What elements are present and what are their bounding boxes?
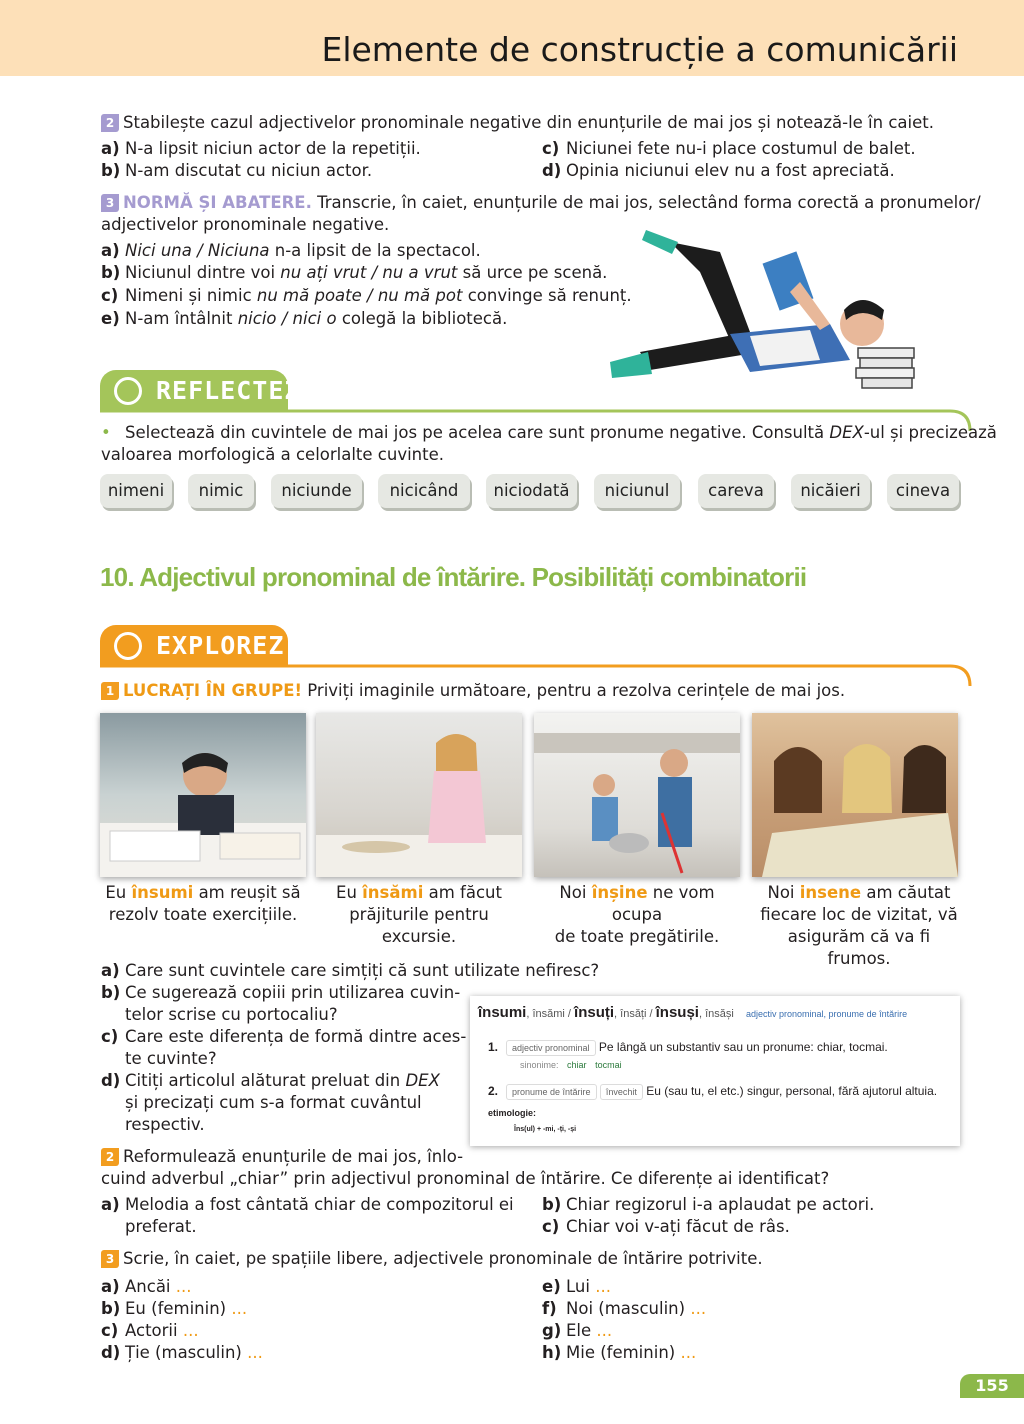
word-chip: nicicând — [378, 474, 470, 508]
exercise-2b-prompt-cont: cuind adverbul „chiar” prin adjectivul pronominal de întărire. Ce diferențe ai identificat? — [101, 1169, 830, 1188]
photo-girl-baking — [316, 713, 522, 877]
dex-definition-box — [470, 996, 960, 1146]
exercise-2b-item: a) Melodia a fost cântată chiar de compozitorul ei — [101, 1195, 514, 1214]
question-c: c) Care este diferența de formă dintre aces- — [101, 1027, 467, 1046]
page-number: 155 — [960, 1374, 1024, 1398]
dex-sense-1: 1. adjectiv pronominal Pe lângă un substantiv sau un pronume: chiar, tocmai. — [488, 1040, 888, 1055]
word-chip: nicăieri — [791, 474, 870, 508]
exercise-2-item: c) Niciunei fete nu-i place costumul de balet. — [542, 139, 916, 158]
dex-etymology-label: etimologie: — [488, 1108, 537, 1118]
exercise-3-prompt: 3 NORMĂ ȘI ABATERE. Transcrie, în caiet, enunțurile de mai jos, selectând forma corectă a pronumelor/ — [101, 192, 981, 214]
exercise-3-item: b) Niciunul dintre voi nu ați vrut / nu a vrut să urce pe scenă. — [101, 263, 608, 282]
page-header-title: Elemente de construcție a comunicării — [321, 30, 958, 69]
word-chip: nimic — [188, 474, 254, 508]
clock-icon — [114, 377, 142, 405]
reflectez-banner: REFLECTEZ — [100, 370, 288, 412]
exercise-3-item: a) Nici una / Niciuna n-a lipsit de la spectacol. — [101, 241, 481, 260]
photo-caption: Eu însămi am făcut prăjiturile pentru excursie. — [336, 883, 502, 946]
exercise-3b-item: e) Lui ... — [542, 1277, 611, 1296]
exercise-3b-item: f) Noi (masculin) ... — [542, 1299, 707, 1318]
exercise-2b-item: b) Chiar regizorul i-a aplaudat pe actori. — [542, 1195, 875, 1214]
word-chip: nimeni — [100, 474, 172, 508]
question-b-cont: telor scrise cu portocaliu? — [125, 1005, 338, 1024]
exercise-3b-item: g) Ele ... — [542, 1321, 613, 1340]
dex-sense-2: 2. pronume de întărire învechit Eu (sau tu, el etc.) singur, personal, fără ajutorul altuia. — [488, 1084, 938, 1099]
student-reading-illustration — [600, 212, 920, 392]
photo-girls-with-map — [752, 713, 958, 877]
exercise-3b-item: d) Ție (masculin) ... — [101, 1343, 263, 1362]
word-chip: niciunde — [271, 474, 362, 508]
exercise-3-prompt-cont: adjectivelor pronominale negative. — [101, 215, 390, 234]
dex-synonyms: sinonime: chiar tocmai — [520, 1060, 622, 1070]
exercise-3b-item: a) Ancăi ... — [101, 1277, 192, 1296]
word-chip: cineva — [887, 474, 959, 508]
exercise-2-badge: 2 — [101, 114, 119, 132]
exercise-2b-item-cont: preferat. — [125, 1217, 197, 1236]
exercise-3b-item: h) Mie (feminin) ... — [542, 1343, 697, 1362]
word-chip: niciodată — [486, 474, 577, 508]
exercise-3-item: e) N-am întâlnit nicio / nici o colegă la bibliotecă. — [101, 309, 508, 328]
exercise-3b-item: c) Actorii ... — [101, 1321, 199, 1340]
exercise-3b-prompt: 3 Scrie, în caiet, pe spațiile libere, adjectivele pronominale de întărire potrivite. — [101, 1248, 763, 1270]
question-a: a) Care sunt cuvintele care simțiți că sunt utilizate nefiresc? — [101, 961, 600, 980]
exercise-3b-item: b) Eu (feminin) ... — [101, 1299, 248, 1318]
exercise-2b-item: c) Chiar voi v-ați făcut de râs. — [542, 1217, 790, 1236]
exercise-2-item: d) Opinia niciunui elev nu a fost apreciată. — [542, 161, 895, 180]
explorez-banner: EXPLOREZ — [100, 625, 288, 667]
photo-father-son-cleaning — [534, 713, 740, 877]
exercise-3-item: c) Nimeni și nimic nu mă poate / nu mă pot convinge să renunț. — [101, 286, 632, 305]
question-d-cont: respectiv. — [125, 1115, 205, 1134]
exercise-3-badge: 3 — [101, 194, 119, 212]
photo-boy-studying — [100, 713, 306, 877]
question-b: b) Ce sugerează copiii prin utilizarea cuvin- — [101, 983, 461, 1002]
photo-caption: Eu însumi am reușit să rezolv toate exercițiile. — [105, 883, 301, 924]
reflectez-instruction-cont: valoarea morfologică a celorlalte cuvinte. — [101, 445, 445, 464]
compass-icon — [114, 632, 142, 660]
photo-caption: Noi insene am căutat fiecare loc de vizitat, vă asigurăm că va fi frumos. — [760, 883, 958, 968]
word-chip: niciunul — [594, 474, 680, 508]
question-d-cont: și precizați cum s-a format cuvântul — [125, 1093, 422, 1112]
photo-caption: Noi înșine ne vom ocupa de toate pregătirile. — [554, 883, 720, 946]
question-c-cont: te cuvinte? — [125, 1049, 217, 1068]
exercise-2-item: a) N-a lipsit niciun actor de la repetiții. — [101, 139, 421, 158]
dex-headword-line: însumi, însămi / însuți, însăți / însuși, însăși adjectiv pronominal, pronume de întărire — [478, 1004, 908, 1021]
explorez-exercise-1-prompt: 1 LUCRAȚI ÎN GRUPE! Priviți imaginile următoare, pentru a rezolva cerințele de mai jos. — [101, 680, 845, 702]
exercise-2b-prompt: 2 Reformulează enunțurile de mai jos, înlo- — [101, 1146, 463, 1168]
lesson-title: 10. Adjectivul pronominal de întărire. Posibilități combinatorii — [100, 562, 807, 592]
question-d: d) Citiți articolul alăturat preluat din DEX — [101, 1071, 440, 1090]
reflectez-instruction: • Selectează din cuvintele de mai jos pe acelea care sunt pronume negative. Consultă DEX-ul și precizează — [101, 423, 997, 442]
exercise-2-prompt: 2 Stabilește cazul adjectivelor pronominale negative din enunțurile de mai jos și notează-le în caiet. — [101, 112, 934, 134]
exercise-2-item: b) N-am discutat cu niciun actor. — [101, 161, 373, 180]
dex-etymology: Îns(ul) + -mi, -ți, -și — [514, 1126, 577, 1133]
word-chip: careva — [698, 474, 774, 508]
